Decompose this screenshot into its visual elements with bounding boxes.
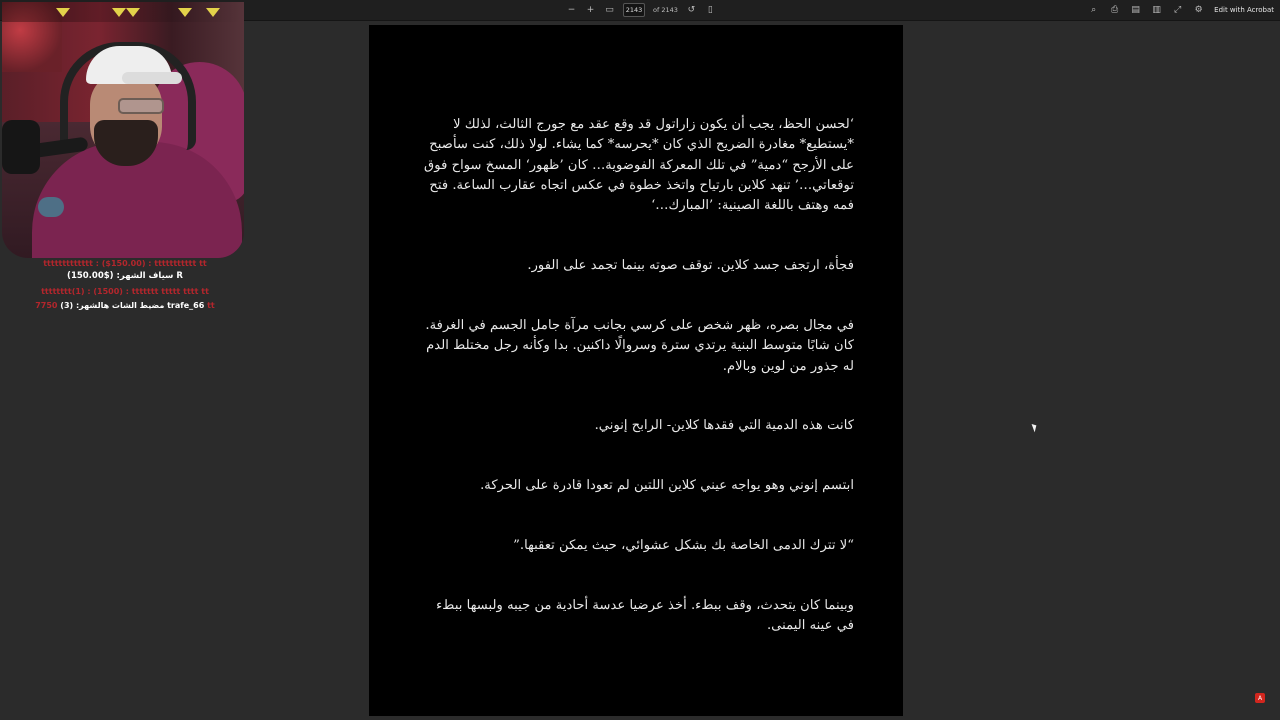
acrobat-icon[interactable]: A [1255, 693, 1265, 703]
crown-icon [56, 8, 70, 17]
crown-icon [126, 8, 140, 17]
crown-icon [112, 8, 126, 17]
toolbar-center-group [566, 0, 716, 20]
microphone-icon [2, 120, 40, 174]
pdf-page [369, 25, 903, 716]
paragraph: ‘لحسن الحظ، يجب أن يكون زاراتول قد وقع عقد مع جورج الثالث، لذلك لا *يستطيع* مغادرة الضريح الذي كان *يحرسه* كما يشاء. لولا ذلك، كنت سأصبح على الأرجح “دمية” في تلك المعركة الفوضوية… كان ’ظهور‘ المسخ سواح فوق توقعاتي…’ تنهد كلاين بارتياح واتخذ خطوة في عكس اتجاه عقارب الساعة. فتح فمه وهتف باللغة الصينية: ’المبارك…‘ [424, 117, 854, 214]
page-view-icon[interactable]: ▯ [707, 4, 713, 15]
webcam-feed [2, 2, 244, 258]
crown-icon [206, 8, 220, 17]
fit-page-icon[interactable]: ▭ [605, 4, 614, 15]
save-as-icon[interactable]: ▥ [1152, 4, 1161, 15]
glasses-shape [118, 98, 164, 114]
zoom-out-icon[interactable]: − [567, 4, 576, 15]
toolbar-right-group [1088, 0, 1274, 20]
zoom-in-icon[interactable]: + [586, 4, 595, 15]
crown-icon [178, 8, 192, 17]
page-number-input[interactable] [623, 3, 645, 17]
overlay-line-text: مضيط الشات هالشهر: (3) trafe_66 [60, 301, 205, 310]
stream-overlay [0, 0, 250, 320]
search-icon[interactable]: ⌕ [1091, 4, 1097, 15]
save-icon[interactable]: ▤ [1131, 4, 1140, 15]
paragraph: وبينما كان يتحدث، وقف ببطء. أخذ عرضيا عدسة أحادية من جيبه ولبسها ببطء في عينه اليمنى. [436, 598, 854, 634]
paragraph: كانت هذه الدمية التي فقدها كلاين- الرابح إنوني. [594, 418, 854, 433]
overlay-line-suffix: tt [207, 301, 215, 310]
overlay-line-top-sword: سياف الشهر: ($150.00) R [67, 271, 183, 281]
page-total-label: of 2143 [653, 6, 678, 14]
overlay-line-chat-mod [0, 300, 250, 312]
overlay-line-prefix: 7750 [35, 301, 58, 310]
paragraph: ابتسم إنوني وهو يواجه عيني كلاين اللتين لم تعودا قادرة على الحركة. [480, 478, 854, 493]
paragraph: فجأة، ارتجف جسد كلاين. توقف صوته بينما تجمد على الفور. [527, 258, 854, 273]
settings-icon[interactable]: ⚙ [1194, 4, 1203, 15]
pin-badge [38, 197, 64, 217]
paragraph: “لا تترك الدمى الخاصة بك بشكل عشوائي، حيث يمكن تعقبها.” [513, 538, 854, 553]
print-icon[interactable]: ⎙ [1111, 4, 1119, 15]
cap-brim-shape [122, 72, 182, 84]
rotate-icon[interactable]: ↺ [687, 4, 696, 15]
paragraph: في مجال بصره، ظهر شخص على كرسي بجانب مرآة جامل الجسم في الغرفة. كان شابًا متوسط البنية يرتدي سترة وسروالًا داكنين. بدا وكأنه رجل مختلط الدم له جذور من لوين وبالام. [425, 318, 854, 374]
fullscreen-icon[interactable]: ⤢ [1174, 4, 1182, 15]
edit-with-acrobat-button[interactable]: Edit with Acrobat [1214, 6, 1274, 14]
overlay-line-subs: tttttttt(1) : (1500) : ttttttt ttttt tttt tt [41, 287, 209, 296]
overlay-line-donor: ttttttttttttt : ($150.00) : ttttttttttt tt [43, 259, 207, 268]
